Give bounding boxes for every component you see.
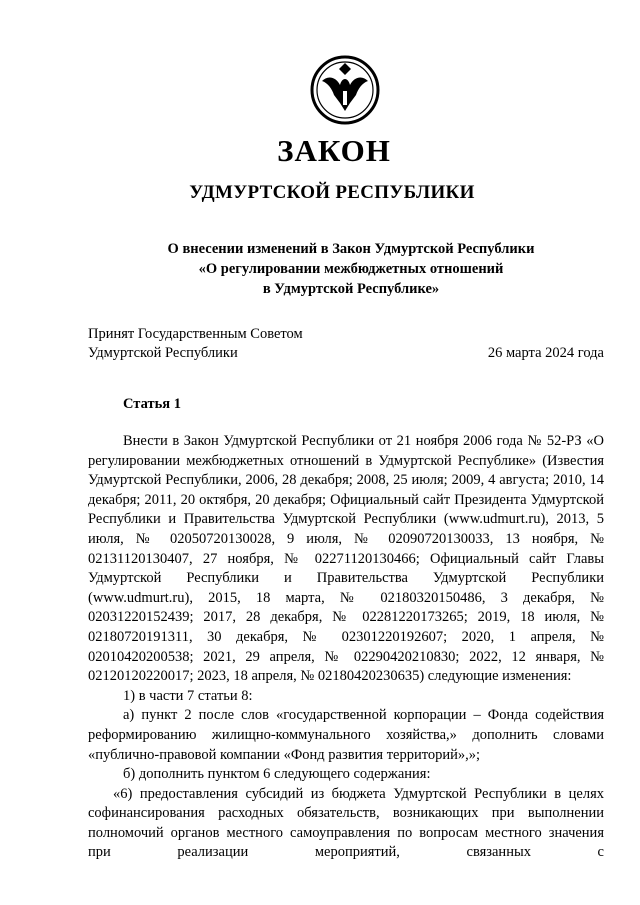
subject-line-1: О внесении изменений в Закон Удмуртской Республики xyxy=(167,241,535,257)
item-a: а) пункт 2 после слов «государственной корпорации – Фонда содействия реформированию жилищно-коммунального хозяйства,» дополнить словами «публично-правовой компании «Фонд развития территорий»,»; xyxy=(88,707,604,763)
item-b: б) дополнить пунктом 6 следующего содержания: xyxy=(123,766,431,783)
adoption-date: 26 марта 2024 года xyxy=(487,345,604,361)
law-title: ЗАКОН xyxy=(277,133,391,168)
article-intro-paragraph: Внести в Закон Удмуртской Республики от 21 ноября 2006 года № 52-РЗ «О регулировании межбюджетных отношений в Удмуртской Республике» (Известия Удмуртской Республики, 2006, 28 декабря; 2008, 25 июля; 2009, 4 августа; 2010, 14 декабря; 2011, 20 октября, 20 декабря; Официальный сайт Президента Удмуртской Республики и Правительства Удмуртской Республики (www.udmurt.ru), 2013, 5 июля, № 02050720130028, 9 июля, № 02090720130033, 13 ноября, № 02131120130407, 27 ноября, № 02271120130466; Официальный сайт Главы Удмуртской Республики и Правительства Удмуртской Республики (www.udmurt.ru), 2015, 18 марта, № 02180320150486, 3 декабря, № 02031220152439; 2017, 28 декабря, № 02281220173265; 2019, 18 июля, № 02180720191311, 30 декабря, № 02301220192607; 2020, 1 апреля, № 02010420200538; 2021, 29 апреля, № 02290420210830; 2022, 12 января, № 02120120220017; 2023, 18 апреля, № 02180420230635) следующие изменения: xyxy=(88,433,604,685)
item-1: 1) в части 7 статьи 8: xyxy=(123,687,253,704)
law-subject xyxy=(90,239,612,299)
udmurt-emblem-icon xyxy=(310,55,380,125)
article-body xyxy=(88,432,604,863)
item-6: «6) предоставления субсидий из бюджета Удмуртской Республики в целях софинансирования расходных обязательств, возникающих при выполнении полномочий органов местного самоуправления по вопросам местного значения при реализации мероприятий, связанных с xyxy=(88,785,604,861)
law-subtitle: УДМУРТСКОЙ РЕСПУБЛИКИ xyxy=(189,182,475,203)
subject-line-3: в Удмуртской Республике» xyxy=(262,281,440,297)
subject-line-2: «О регулировании межбюджетных отношений xyxy=(198,261,504,277)
adopted-by-line-2: Удмуртской Республики xyxy=(88,345,238,361)
article-heading: Статья 1 xyxy=(123,396,181,412)
adoption-block xyxy=(88,325,604,363)
adopted-by-line-1: Принят Государственным Советом xyxy=(88,326,303,342)
